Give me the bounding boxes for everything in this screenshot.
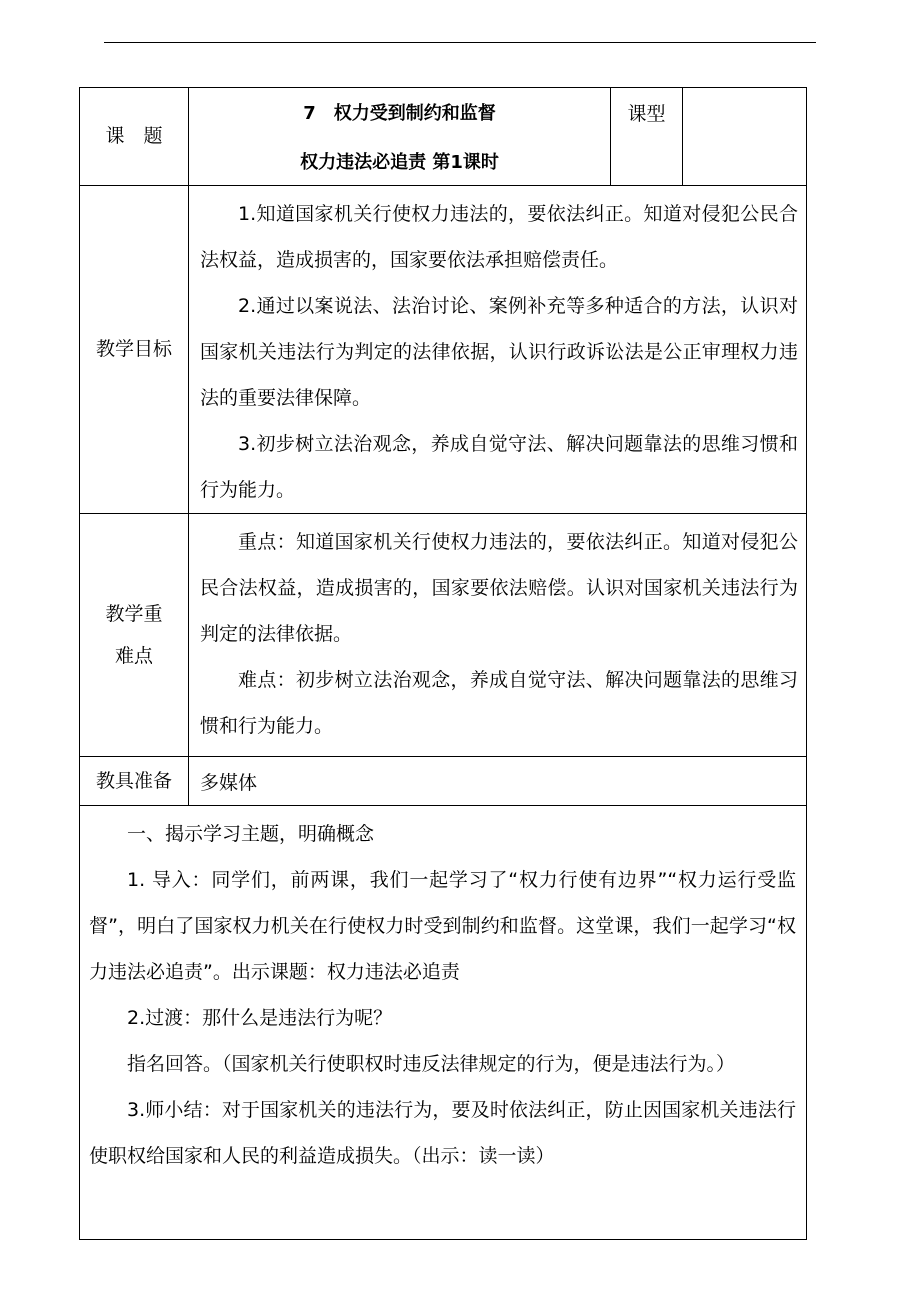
process-paragraph: 指名回答。（国家机关行使职权时违反法律规定的行为，便是违法行为。） [127, 1053, 736, 1075]
key-points-row [80, 514, 807, 757]
objectives-row [80, 186, 807, 514]
tools-row [80, 757, 807, 806]
process-row [80, 806, 807, 1240]
tools-value: 多媒体 [189, 757, 807, 806]
objectives-label: 教学目标 [80, 186, 189, 514]
lesson-title [189, 88, 611, 186]
objective-paragraph: 3.初步树立法治观念，养成自觉守法、解决问题靠法的思维习惯和行为能力。 [200, 433, 798, 501]
objective-paragraph: 2.通过以案说法、法治讨论、案例补充等多种适合的方法，认识对国家机关违法行为判定的法律依据，认识行政诉讼法是公正审理权力违法的重要法律保障。 [200, 295, 798, 409]
process-paragraph: 1. 导入：同学们，前两课，我们一起学习了“权力行使有边界”“权力运行受监督”，明白了国家权力机关在行使权力时受到制约和监督。这堂课，我们一起学习“权力违法必追责”。出示课题：权力违法必追责 [89, 869, 796, 983]
type-label: 课型 [611, 88, 683, 186]
tools-label: 教具准备 [80, 757, 189, 806]
type-value [683, 88, 807, 186]
key-points-label [80, 514, 189, 757]
objective-paragraph: 1.知道国家机关行使权力违法的，要依法纠正。知道对侵犯公民合法权益，造成损害的，国家要依法承担赔偿责任。 [200, 203, 798, 271]
objectives-content [189, 186, 807, 514]
process-content [80, 806, 807, 1240]
topic-label: 课 题 [80, 88, 189, 186]
header-rule [104, 42, 816, 43]
lesson-title-line2: 权力违法必追责 第1课时 [300, 152, 499, 173]
key-points-label-line2: 难点 [114, 645, 153, 667]
key-points-label-line1: 教学重 [105, 603, 163, 625]
process-paragraph: 2.过渡：那什么是违法行为呢？ [127, 1007, 393, 1029]
topic-row [80, 88, 807, 186]
key-point-paragraph: 重点：知道国家机关行使权力违法的，要依法纠正。知道对侵犯公民合法权益，造成损害的，国家要依法赔偿。认识对国家机关违法行为判定的法律依据。 [200, 531, 798, 645]
lesson-plan-table [79, 87, 807, 1240]
key-point-paragraph: 难点：初步树立法治观念，养成自觉守法、解决问题靠法的思维习惯和行为能力。 [200, 669, 798, 737]
key-points-content [189, 514, 807, 757]
process-paragraph: 一、揭示学习主题，明确概念 [127, 823, 375, 845]
process-paragraph: 3.师小结：对于国家机关的违法行为，要及时依法纠正，防止因国家机关违法行使职权给国家和人民的利益造成损失。（出示：读一读） [89, 1099, 796, 1167]
lesson-title-line1: 7 权力受到制约和监督 [303, 103, 496, 124]
